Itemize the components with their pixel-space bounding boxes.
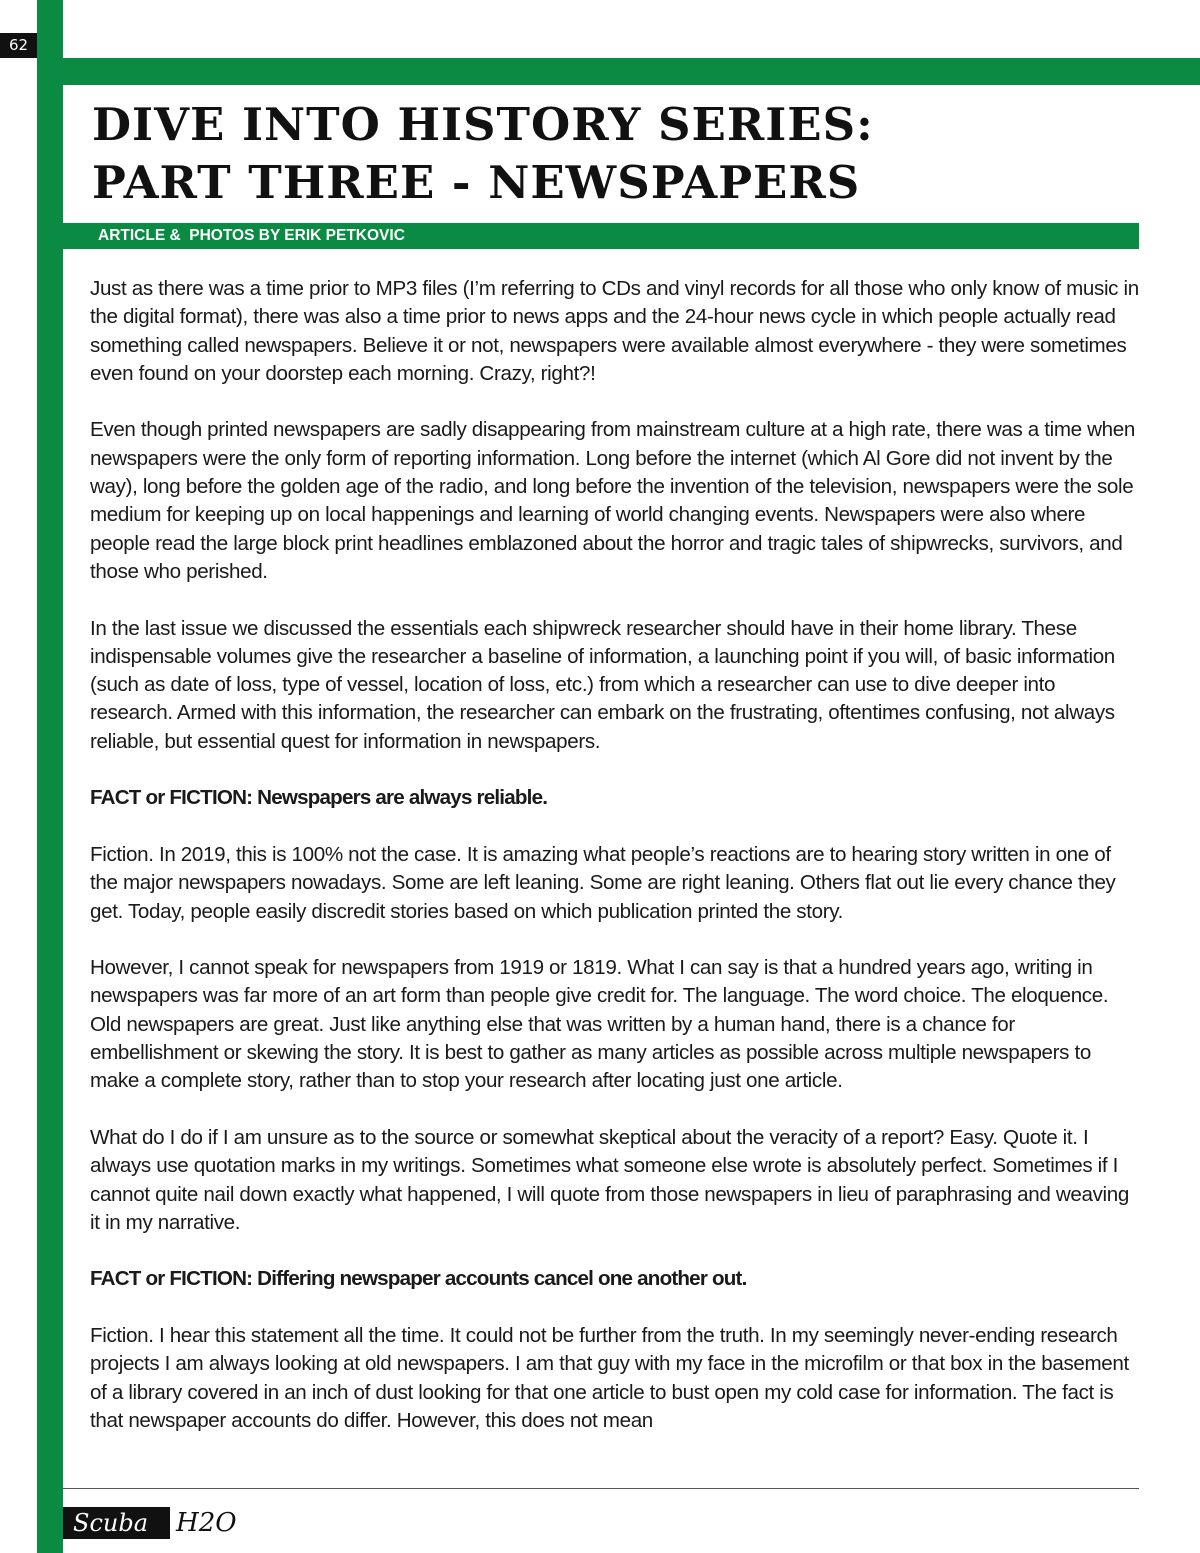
article-title [92,96,874,212]
logo-suffix: H2O [176,1508,237,1538]
paragraph: In the last issue we discussed the essentials each shipwreck researcher should have in their home library. These indispensable volumes give the researcher a baseline of information, a launching point if you will, of basic information (such as date of loss, type of vessel, location of loss, etc.) from which a researcher can use to dive deeper into research. Armed with this information, the researcher can embark on the frustrating, oftentimes confusing, not always reliable, but essential quest for information in newspapers. [90,616,1115,753]
article-body [90,275,1140,1463]
byline: ARTICLE & PHOTOS BY ERIK PETKOVIC [98,227,405,244]
paragraph: What do I do if I am unsure as to the source or somewhat skeptical about the veracity of a report? Easy. Quote it. I always use quotation marks in my writings. Sometimes what someone else wrote is absolutely perfect. Sometimes if I cannot quite nail down exactly what happened, I will quote from those newspapers in lieu of paraphrasing and weaving it in my narrative. [90,1125,1129,1234]
logo-word: Scuba [63,1507,170,1539]
subheading: FACT or FICTION: Differing newspaper accounts cancel one another out. [90,1267,747,1291]
paragraph: Even though printed newspapers are sadly disappearing from mainstream culture at a high rate, there was a time when newspapers were the only form of reporting information. Long before the internet (which Al Gore did not invent by the way), long before the golden age of the radio, and long before the invention of the television, newspapers were the sole medium for keeping up on local happenings and learning of world changing events. Newspapers were also where people read the large block print headlines emblazoned about the horror and tragic tales of shipwrecks, survivors, and those who perished. [90,418,1135,583]
title-line-1: DIVE INTO HISTORY SERIES: [92,98,874,151]
byline-bar [63,223,1139,249]
paragraph: However, I cannot speak for newspapers from 1919 or 1819. What I can say is that a hundred years ago, writing in newspapers was far more of an art form than people give credit for. The language. The word choice. The eloquence. Old newspapers are great. Just like anything else that was written by a human hand, there is a chance for embellishment or skewing the story. It is best to gather as many articles as possible across multiple newspapers to make a complete story, rather than to stop your research after locating just one article. [90,956,1109,1093]
top-accent-bar [37,58,1200,85]
page-number: 62 [0,33,37,58]
footer-divider [63,1488,1139,1489]
subheading: FACT or FICTION: Newspapers are always reliable. [90,786,548,810]
title-line-2: PART THREE - NEWSPAPERS [92,156,861,209]
paragraph: Fiction. In 2019, this is 100% not the case. It is amazing what people’s reactions are to hearing story written in one of the major newspapers nowadays. Some are left leaning. Some are right leaning. Others flat out lie every chance they get. Today, people easily discredit stories based on which publication printed the story. [90,842,1116,923]
paragraph: Just as there was a time prior to MP3 files (I’m referring to CDs and vinyl records for all those who only know of music in the digital format), there was also a time prior to news apps and the 24-hour news cycle in which people actually read something called newspapers. Believe it or not, newspapers were available almost everywhere - they were sometimes even found on your doorstep each morning. Crazy, right?! [90,277,1139,385]
left-accent-bar [37,0,63,1553]
paragraph: Fiction. I hear this statement all the time. It could not be further from the truth. In my seemingly never-ending research projects I am always looking at old newspapers. I am that guy with my face in the microfilm or that box in the basement of a library covered in an inch of dust looking for that one article to bust open my cold case for information. The fact is that newspaper accounts do differ. However, this does not mean [90,1323,1129,1432]
scuba-h2o-logo [63,1507,237,1539]
